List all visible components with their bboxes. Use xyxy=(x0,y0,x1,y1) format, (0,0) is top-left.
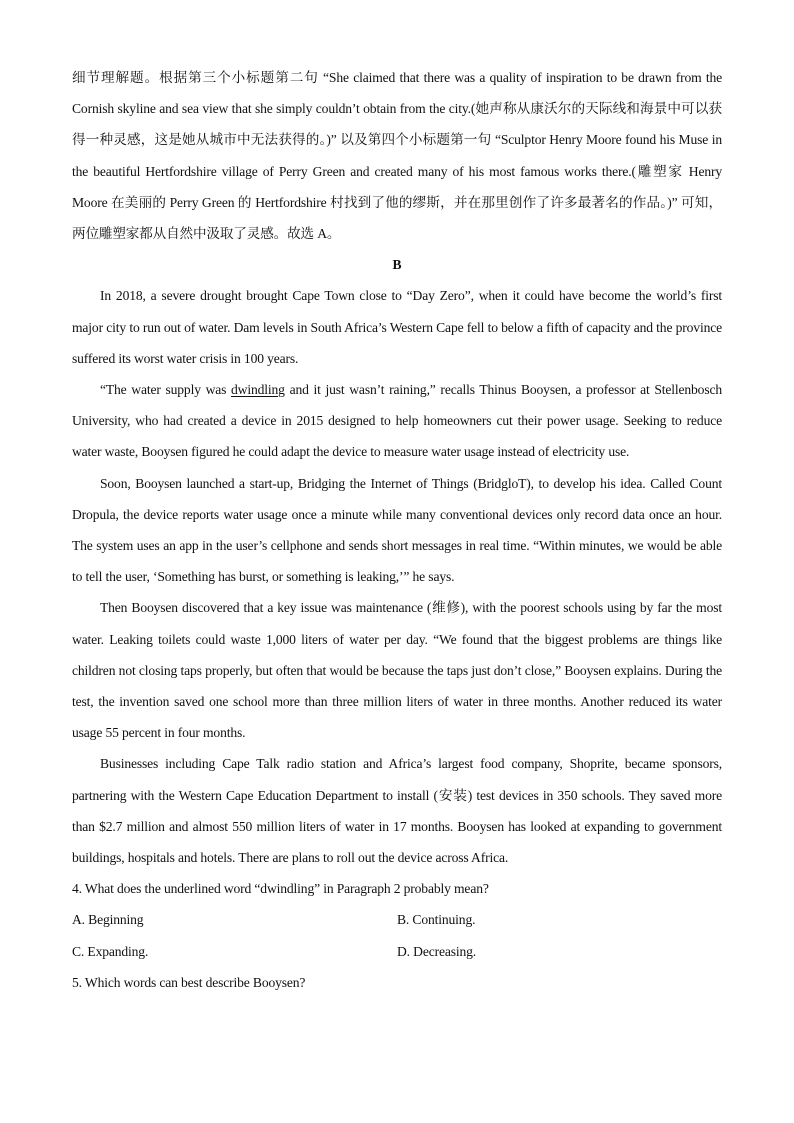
option-a: A. Beginning xyxy=(72,912,144,928)
answer-explanation: 细节理解题。根据第三个小标题第二句 “She claimed that there was a quality of inspiration to be drawn from the Cornish skyline and sea view that she simply couldn’t obtain from the city.(她声称从康沃尔的天际线和海景中可以获得一种灵感，这是她从城市中无法获得的。)” 以及第四个小标题第一句 “Sculptor Henry Moore found his Muse in the beautiful Hertfordshire village of Perry Green and created many of his most famous works there.(雕塑家 Henry Moore 在美丽的 Perry Green 的 Hertfordshire 村找到了他的缪斯，并在那里创作了许多最著名的作品。)” 可知，两位雕塑家都从自然中汲取了灵感。故选 A。 xyxy=(72,70,722,242)
option-b: B. Continuing. xyxy=(397,912,476,928)
question-4-stem: 4. What does the underlined word “dwindling” in Paragraph 2 probably mean? xyxy=(72,881,489,897)
option-d: D. Decreasing. xyxy=(397,943,477,959)
document-page xyxy=(72,62,722,998)
question-4-options-row-1 xyxy=(72,904,722,935)
underlined-word: dwindling xyxy=(231,382,285,398)
option-c: C. Expanding. xyxy=(72,943,149,959)
passage-paragraph-2 xyxy=(72,374,722,468)
paragraph-2-rest: and it just wasn’t raining,” recalls Thinus Booysen, a professor at Stellenbosch University, who had created a device in 2015 designed to help homeowners cut their power usage. Seeking to reduce water waste, Booysen figured he could adapt the device to measure water usage instead of electricity use. xyxy=(72,382,723,460)
question-4-options-row-2 xyxy=(72,936,722,967)
passage-paragraph-5: Businesses including Cape Talk radio station and Africa’s largest food company, Shoprite, became sponsors, partnering with the Western Cape Education Department to install (安装) test devices in 350 schools. They saved more than $2.7 million and almost 550 million liters of water in 17 months. Booysen has looked at expanding to government buildings, hospitals and hotels. There are plans to roll out the device across Africa. xyxy=(72,756,722,866)
paragraph-2-lead: “The water supply was xyxy=(100,382,232,398)
passage-paragraph-4: Then Booysen discovered that a key issue was maintenance (维修), with the poorest schools using by far the most water. Leaking toilets could waste 1,000 liters of water per day. “We found that the biggest problems are things like children not closing taps properly, but often that would be because the taps just don’t close,” Booysen explains. During the test, the invention saved one school more than three million liters of water in three months. Another reduced its water usage 55 percent in four months. xyxy=(72,600,722,741)
passage-paragraph-1: In 2018, a severe drought brought Cape Town close to “Day Zero”, when it could have become the world’s first major city to run out of water. Dam levels in South Africa’s Western Cape fell to below a fifth of capacity and the province suffered its worst water crisis in 100 years. xyxy=(72,288,722,366)
passage-paragraph-3: Soon, Booysen launched a start-up, Bridging the Internet of Things (BridgloT), to develop his idea. Called Count Dropula, the device reports water usage once a minute while many conventional devices only record data once an hour. The system uses an app in the user’s cellphone and sends short messages in real time. “Within minutes, we would be able to tell the user, ‘Something has burst, or something is leaking,’” he says. xyxy=(72,475,722,585)
section-heading: B xyxy=(392,257,402,273)
question-5-stem: 5. Which words can best describe Booysen? xyxy=(72,974,306,990)
